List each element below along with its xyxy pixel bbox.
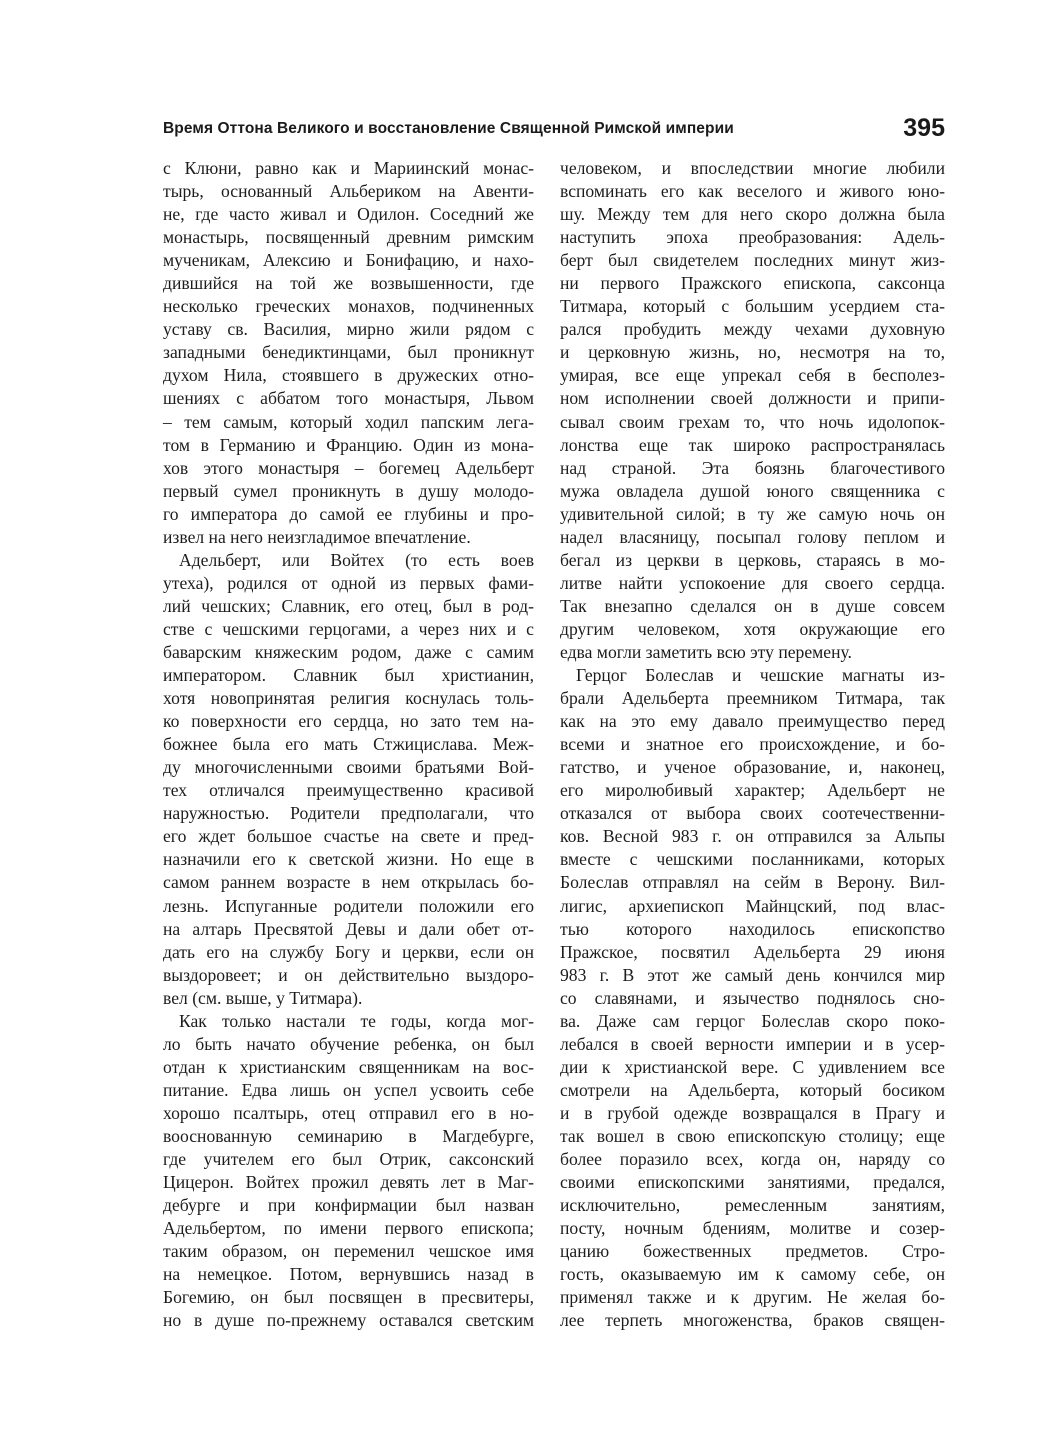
text-line: вместе с чешскими посланниками, которых (560, 849, 945, 870)
text-line: извел на него неизгладимое впечатление. (163, 526, 471, 547)
text-line: самом раннем возрасте в нем открылась бо- (163, 872, 534, 893)
text-line: своими епископскими занятиями, предался, (560, 1172, 945, 1193)
text-line: лий чешских; Славник, его отец, был в род- (163, 595, 534, 616)
text-line: так вошел в свою епископскую столицу; еще (560, 1125, 945, 1146)
text-line: лее терпеть многоженства, браков священ- (560, 1310, 945, 1331)
text-line: шу. Между тем для него скоро должна была (560, 204, 945, 225)
text-line: том в Германию и Францию. Один из мона- (163, 434, 534, 455)
text-line: Пражское, посвятил Адельберта 29 июня (560, 941, 945, 962)
text-line: Болеслав отправлял на сейм в Верону. Вил- (560, 872, 945, 893)
text-line: божнее была его мать Стжицислава. Меж- (163, 734, 534, 755)
text-line: как на это ему давало преимущество перед (560, 711, 945, 732)
text-line: ло быть начато обучение ребенка, он был (163, 1033, 534, 1054)
text-line: бегал из церкви в церковь, стараясь в мо- (560, 549, 945, 570)
text-line: монастырь, посвященный древним римским (163, 227, 534, 248)
text-line: отдан к христианским священникам на вос- (163, 1056, 534, 1077)
text-line: брали Адельберта преемником Титмара, так (560, 688, 945, 709)
text-line: выздоровеет; и он действительно выздоро- (163, 964, 534, 985)
text-line: 983 г. В этот же самый день кончился мир (560, 964, 945, 985)
text-line: дившийся на той же возвышенности, где (163, 273, 534, 294)
text-line: едва могли заметить всю эту перемену. (560, 641, 852, 662)
text-line: дебурге и при конфирмации был назван (163, 1195, 534, 1216)
text-line: более поразило всех, когда он, наряду со (560, 1149, 945, 1170)
running-title: Время Оттона Великого и восстановление Священной Римской империи (163, 120, 734, 137)
text-line: смотрели на Адельберта, который босиком (560, 1079, 945, 1100)
text-column-left (163, 157, 534, 1332)
text-line: назначили его к светской жизни. Но еще в (163, 849, 534, 870)
text-line: ду многочисленными своими братьями Вой- (163, 757, 534, 778)
text-line: хорошо псалтырь, отец отправил его в но- (163, 1102, 534, 1123)
text-line: надел власяницу, посыпал голову пеплом и (560, 526, 945, 547)
text-line: тех отличался преимущественно красивой (163, 780, 534, 801)
text-line: тырь, основанный Альбериком на Авенти- (163, 181, 534, 202)
text-line: Адельбертом, по имени первого епископа; (163, 1218, 534, 1239)
text-line: гость, оказываемую им к самому себе, он (560, 1264, 945, 1285)
text-line: Титмара, который с большим усердием ста- (560, 296, 945, 317)
text-line: западными бенедиктинцами, был проникнут (163, 342, 534, 363)
text-line: где учителем его был Отрик, саксонский (163, 1149, 534, 1170)
text-line: другим человеком, хотя окружающие его (560, 618, 945, 639)
text-line: мужа овладела душой юного священника с (560, 480, 945, 501)
text-line: но в душе по-прежнему оставался светским (163, 1310, 534, 1331)
page-number: 395 (903, 114, 945, 142)
text-line: сывал своим грехам то, что ночь идолопок- (560, 411, 945, 432)
text-line: ков. Весной 983 г. он отправился за Альпы (560, 826, 945, 847)
text-line: вооснованную семинарию в Магдебурге, (163, 1125, 534, 1146)
text-line: Герцог Болеслав и чешские магнаты из- (576, 665, 945, 686)
text-line: императором. Славник был христианин, (163, 665, 534, 686)
text-line: отказался от выбора своих соотечественни- (560, 803, 945, 824)
text-line: стве с чешскими герцогами, а через них и с (163, 618, 534, 639)
text-line: на алтарь Пресвятой Девы и дали обет от- (163, 918, 534, 939)
text-line: духом Нила, стоявшего в дружеских отно- (163, 365, 534, 386)
text-line: мученикам, Алексию и Бонифацию, и нахо- (163, 250, 534, 271)
text-line: таким образом, он переменил чешское имя (163, 1241, 534, 1262)
text-line: – тем самым, который ходил папским лега- (163, 411, 534, 432)
text-line: гатство, и ученое образование, и, наконец, (560, 757, 945, 778)
text-line: ни первого Пражского епископа, саксонца (560, 273, 945, 294)
text-line: всеми и знатное его происхождение, и бо- (560, 734, 945, 755)
text-line: и церковную жизнь, но, несмотря на то, (560, 342, 945, 363)
text-line: Адельберт, или Войтех (то есть воев (179, 549, 534, 570)
text-column-right (560, 157, 945, 1332)
text-line: уставу св. Василия, мирно жили рядом с (163, 319, 534, 340)
text-line: на немецкое. Потом, вернувшись назад в (163, 1264, 534, 1285)
text-line: наступить эпоха преобразования: Адель- (560, 227, 945, 248)
text-line: с Клюни, равно как и Мариинский монас- (163, 158, 534, 178)
text-line: со славянами, и язычество поднялось сно- (560, 987, 945, 1008)
text-line: лезнь. Испуганные родители положили его (163, 895, 534, 916)
page-header (163, 116, 945, 144)
text-line: несколько греческих монахов, подчиненных (163, 296, 534, 317)
text-line: посту, ночным бдениям, молитве и созер- (560, 1218, 945, 1239)
text-line: человеком, и впоследствии многие любили (560, 158, 945, 178)
text-line: утеха), родился от одной из первых фами- (163, 572, 534, 593)
text-line: Цицерон. Войтех прожил девять лет в Маг- (163, 1172, 534, 1193)
text-line: берт был свидетелем последних минут жиз- (560, 250, 945, 271)
text-line: хов этого монастыря – богемец Адельберт (163, 457, 534, 478)
text-line: рался пробудить между чехами духовную (560, 319, 945, 340)
text-line: дать его на службу Богу и церкви, если он (163, 941, 534, 962)
text-line: лебался в своей верности империи и в усер- (560, 1033, 945, 1054)
text-line: удивительной силой; в ту же самую ночь он (560, 503, 945, 524)
text-line: Так внезапно сделался он в душе совсем (560, 595, 945, 616)
text-line: баварским княжеским родом, даже с самим (163, 641, 534, 662)
text-line: его ждет большое счастье на свете и пред- (163, 826, 534, 847)
text-line: наружностью. Родители предполагали, что (163, 803, 534, 824)
text-line: хотя новопринятая религия коснулась толь- (163, 688, 534, 709)
text-line: вел (см. выше, у Титмара). (163, 987, 363, 1008)
text-line: Богемию, он был посвящен в пресвитеры, (163, 1287, 534, 1308)
text-line: исключительно, ремесленным занятиям, (560, 1195, 945, 1216)
text-line: тью которого находилось епископство (560, 918, 945, 939)
text-line: ном исполнении своей должности и припи- (560, 388, 945, 409)
text-line: лонства еще так широко распространялась (560, 434, 945, 455)
text-line: ко поверхности его сердца, но зато тем на- (163, 711, 534, 732)
text-line: и в грубой одежде возвращался в Прагу и (560, 1102, 945, 1123)
text-line: над страной. Эта боязнь благочестивого (560, 457, 945, 478)
text-line: вспоминать его как веселого и живого юно- (560, 181, 945, 202)
text-line: применял также и к другим. Не желая бо- (560, 1287, 945, 1308)
text-line: цанию божественных предметов. Стро- (560, 1241, 945, 1262)
text-line: шениях с аббатом того монастыря, Львом (163, 388, 534, 409)
text-line: ва. Даже сам герцог Болеслав скоро поко- (560, 1010, 945, 1031)
text-line: не, где часто живал и Одилон. Соседний же (163, 204, 534, 225)
text-line: лигис, архиепископ Майнцский, под влас- (560, 895, 945, 916)
text-line: литве найти успокоение для своего сердца. (560, 572, 945, 593)
text-line: Как только настали те годы, когда мог- (179, 1010, 534, 1031)
text-line: питание. Едва лишь он успел усвоить себе (163, 1079, 534, 1100)
text-line: умирая, все еще упрекал себя в бесполез- (560, 365, 945, 386)
text-line: го императора до самой ее глубины и про- (163, 503, 534, 524)
text-line: первый сумел проникнуть в душу молодо- (163, 480, 534, 501)
text-line: дии к христианской вере. С удивлением все (560, 1056, 945, 1077)
text-line: его миролюбивый характер; Адельберт не (560, 780, 945, 801)
